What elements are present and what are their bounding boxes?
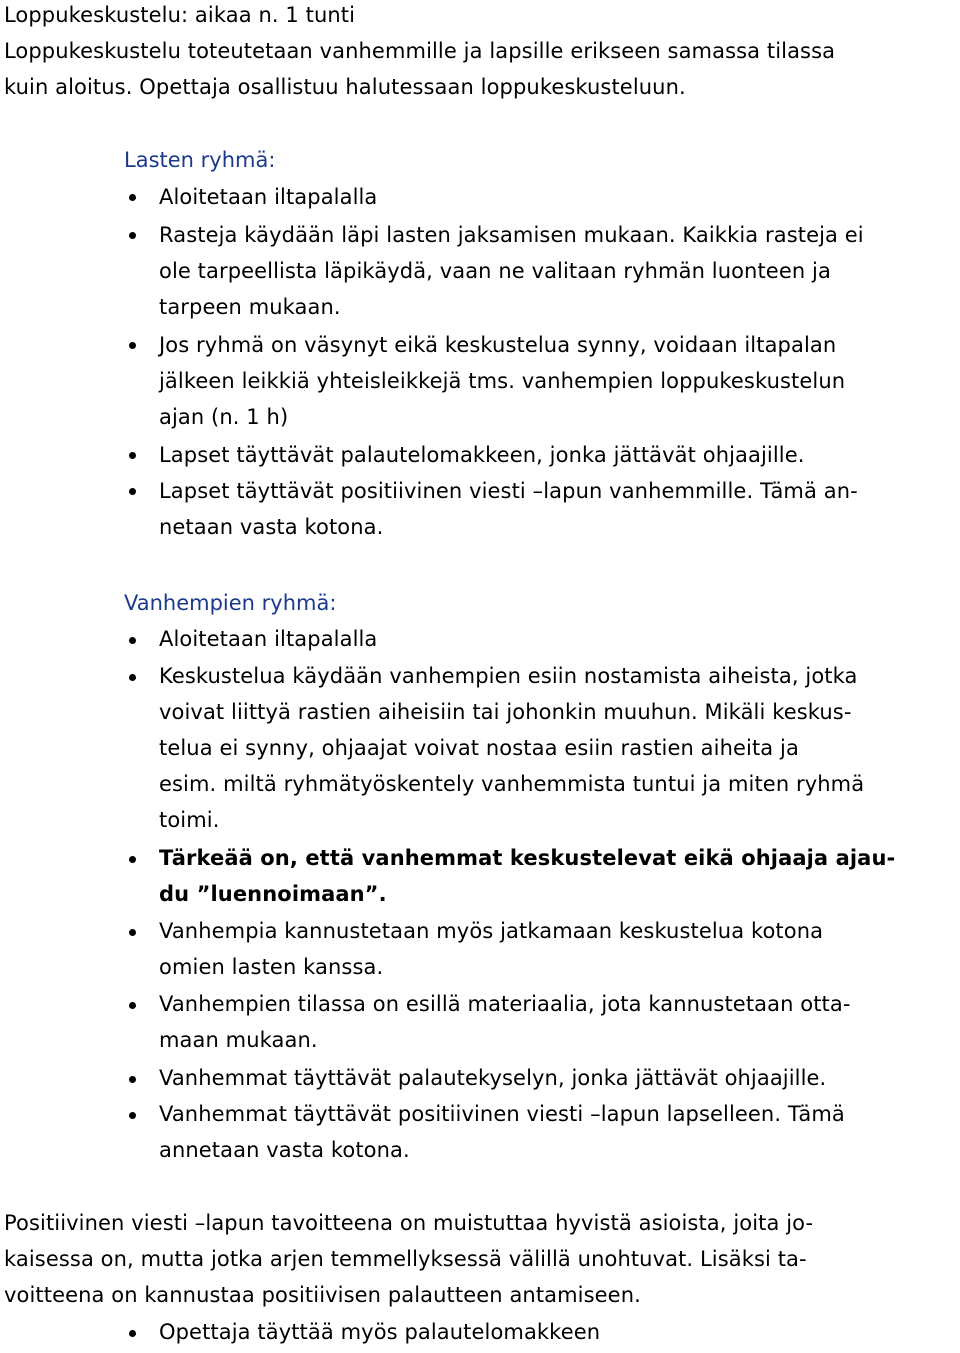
list-item: Lapset täyttävät positiivinen viesti –lapun vanhemmille. Tämä an- (159, 479, 858, 503)
bullet-icon (129, 674, 136, 681)
bullet-icon (129, 194, 136, 201)
list-item-continuation: annetaan vasta kotona. (159, 1138, 410, 1162)
list-item-continuation: tarpeen mukaan. (159, 295, 341, 319)
list-item: Aloitetaan iltapalalla (159, 185, 378, 209)
closing-text-line: kaisessa on, mutta jotka arjen temmellyksessä välillä unohtuvat. Lisäksi ta- (4, 1247, 807, 1271)
list-item-continuation: netaan vasta kotona. (159, 515, 384, 539)
list-item-continuation: ajan (n. 1 h) (159, 405, 289, 429)
bullet-icon (129, 856, 136, 863)
list-item-continuation: du ”luennoimaan”. (159, 882, 387, 906)
intro-text-line: kuin aloitus. Opettaja osallistuu halutessaan loppukeskusteluun. (4, 75, 686, 99)
parents-group-heading: Vanhempien ryhmä: (124, 591, 337, 615)
bullet-icon (129, 452, 136, 459)
list-item-continuation: voivat liittyä rastien aiheisiin tai johonkin muuhun. Mikäli keskus- (159, 700, 852, 724)
list-item: Vanhempien tilassa on esillä materiaalia, jota kannustetaan otta- (159, 992, 851, 1016)
closing-text-line: Positiivinen viesti –lapun tavoitteena on muistuttaa hyvistä asioista, joita jo- (4, 1211, 814, 1235)
closing-text-line: voitteena on kannustaa positiivisen palautteen antamiseen. (4, 1283, 641, 1307)
list-item-emphasis: Tärkeää on, että vanhemmat keskustelevat eikä ohjaaja ajau- (159, 846, 896, 870)
bullet-icon (129, 342, 136, 349)
list-item: Aloitetaan iltapalalla (159, 627, 378, 651)
list-item-continuation: ole tarpeellista läpikäydä, vaan ne valitaan ryhmän luonteen ja (159, 259, 831, 283)
list-item: Vanhemmat täyttävät palautekyselyn, jonka jättävät ohjaajille. (159, 1066, 827, 1090)
list-item-continuation: omien lasten kanssa. (159, 955, 384, 979)
list-item: Vanhemmat täyttävät positiivinen viesti –lapun lapselleen. Tämä (159, 1102, 845, 1126)
list-item: Rasteja käydään läpi lasten jaksamisen mukaan. Kaikkia rasteja ei (159, 223, 864, 247)
list-item: Opettaja täyttää myös palautelomakkeen (159, 1320, 601, 1344)
bullet-icon (129, 637, 136, 644)
list-item-continuation: esim. miltä ryhmätyöskentely vanhemmista tuntui ja miten ryhmä (159, 772, 865, 796)
section-title: Loppukeskustelu: aikaa n. 1 tunti (4, 3, 356, 27)
intro-text-line: Loppukeskustelu toteutetaan vanhemmille ja lapsille erikseen samassa tilassa (4, 39, 836, 63)
list-item-continuation: telua ei synny, ohjaajat voivat nostaa esiin rastien aiheita ja (159, 736, 799, 760)
list-item: Vanhempia kannustetaan myös jatkamaan keskustelua kotona (159, 919, 824, 943)
list-item-continuation: jälkeen leikkiä yhteisleikkejä tms. vanhempien loppukeskustelun (159, 369, 846, 393)
bullet-icon (129, 232, 136, 239)
list-item-continuation: maan mukaan. (159, 1028, 318, 1052)
bullet-icon (129, 488, 136, 495)
list-item-continuation: toimi. (159, 808, 220, 832)
list-item: Jos ryhmä on väsynyt eikä keskustelua synny, voidaan iltapalan (159, 333, 837, 357)
bullet-icon (129, 1330, 136, 1337)
bullet-icon (129, 1002, 136, 1009)
bullet-icon (129, 929, 136, 936)
list-item: Lapset täyttävät palautelomakkeen, jonka jättävät ohjaajille. (159, 443, 805, 467)
children-group-heading: Lasten ryhmä: (124, 148, 276, 172)
list-item: Keskustelua käydään vanhempien esiin nostamista aiheista, jotka (159, 664, 858, 688)
bullet-icon (129, 1112, 136, 1119)
bullet-icon (129, 1076, 136, 1083)
